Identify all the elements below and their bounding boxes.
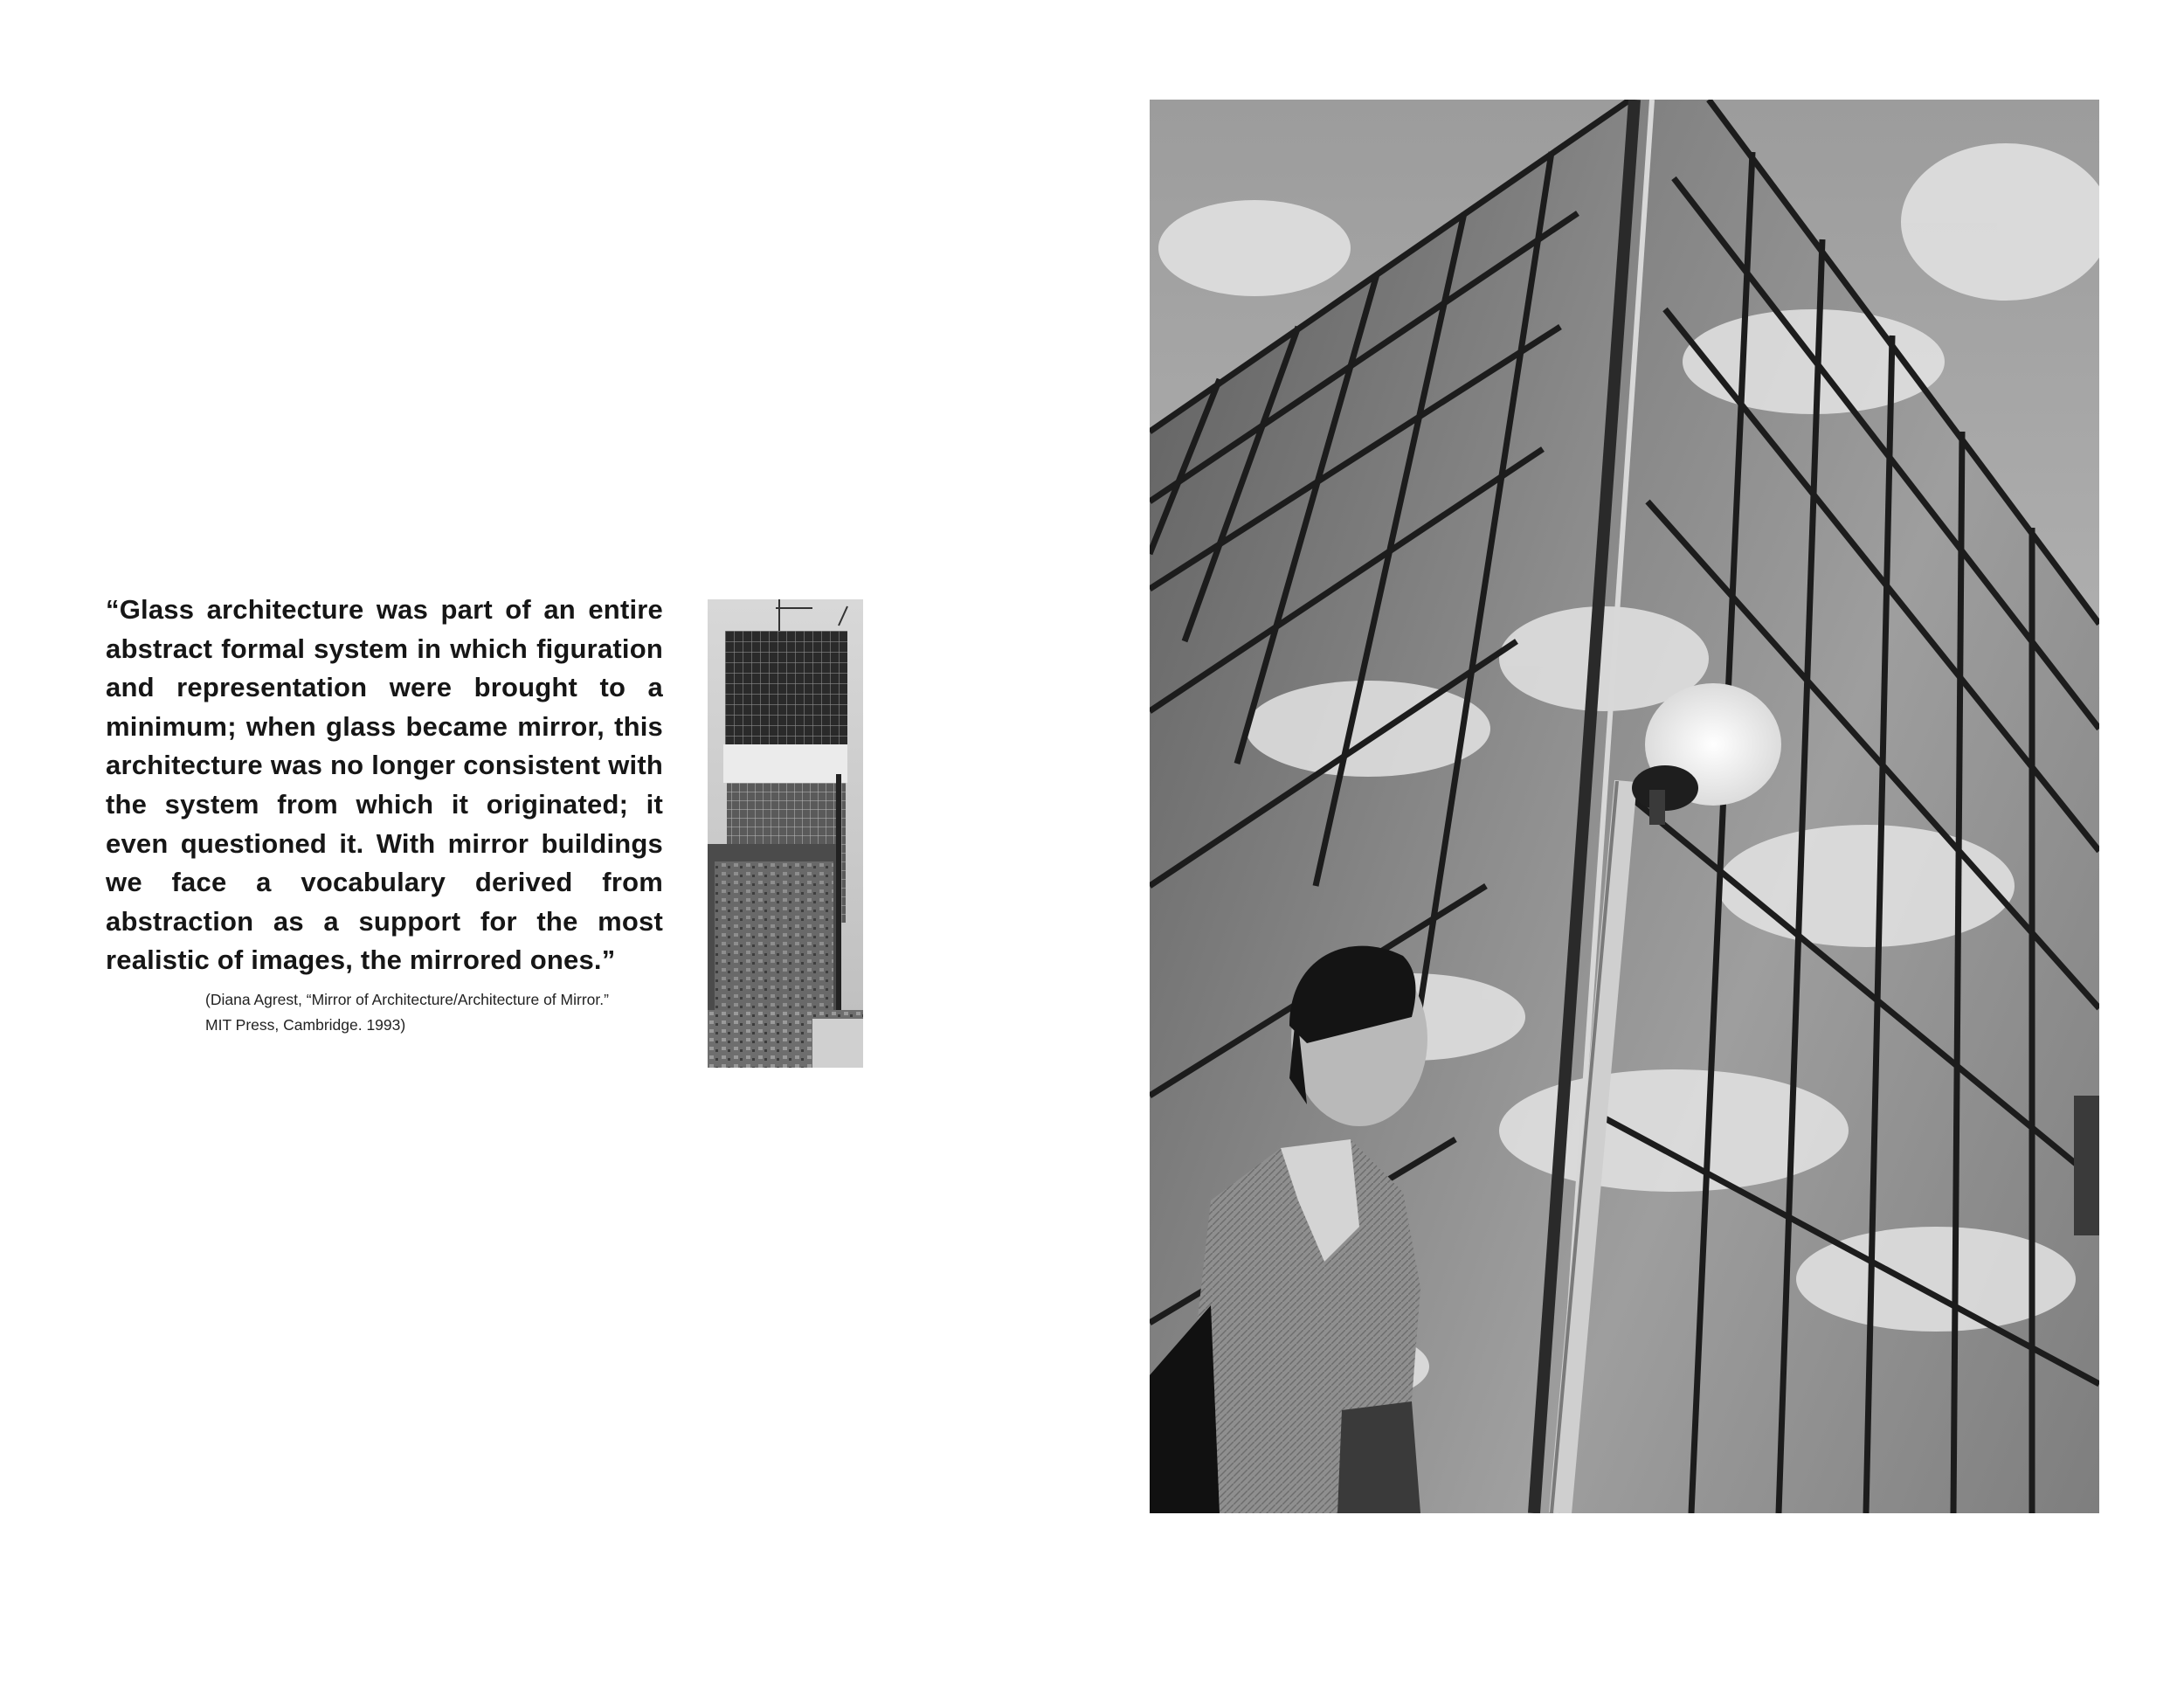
citation-line-2: MIT Press, Cambridge. 1993) [205, 1015, 406, 1034]
tower-construction-photo [708, 599, 863, 1068]
quote-text: “Glass architecture was part of an entire abstract formal system in which figuration and representation were brought to a minimum; when glass became mirror, this architecture was no longer consistent with the system from which it originated; it even questioned it. With mirror buildings we face a vocabulary derived from abstraction as a support for the most realistic of images, the mirrored ones.” [106, 594, 663, 976]
mirror-building-image [1150, 100, 2099, 1513]
citation-line-1: (Diana Agrest, “Mirror of Architecture/Architecture of Mirror.” [205, 990, 609, 1008]
tower-construction-image [708, 599, 863, 1068]
mirror-building-photo [1150, 100, 2099, 1513]
quote-block [106, 591, 663, 1038]
citation [205, 987, 663, 1038]
